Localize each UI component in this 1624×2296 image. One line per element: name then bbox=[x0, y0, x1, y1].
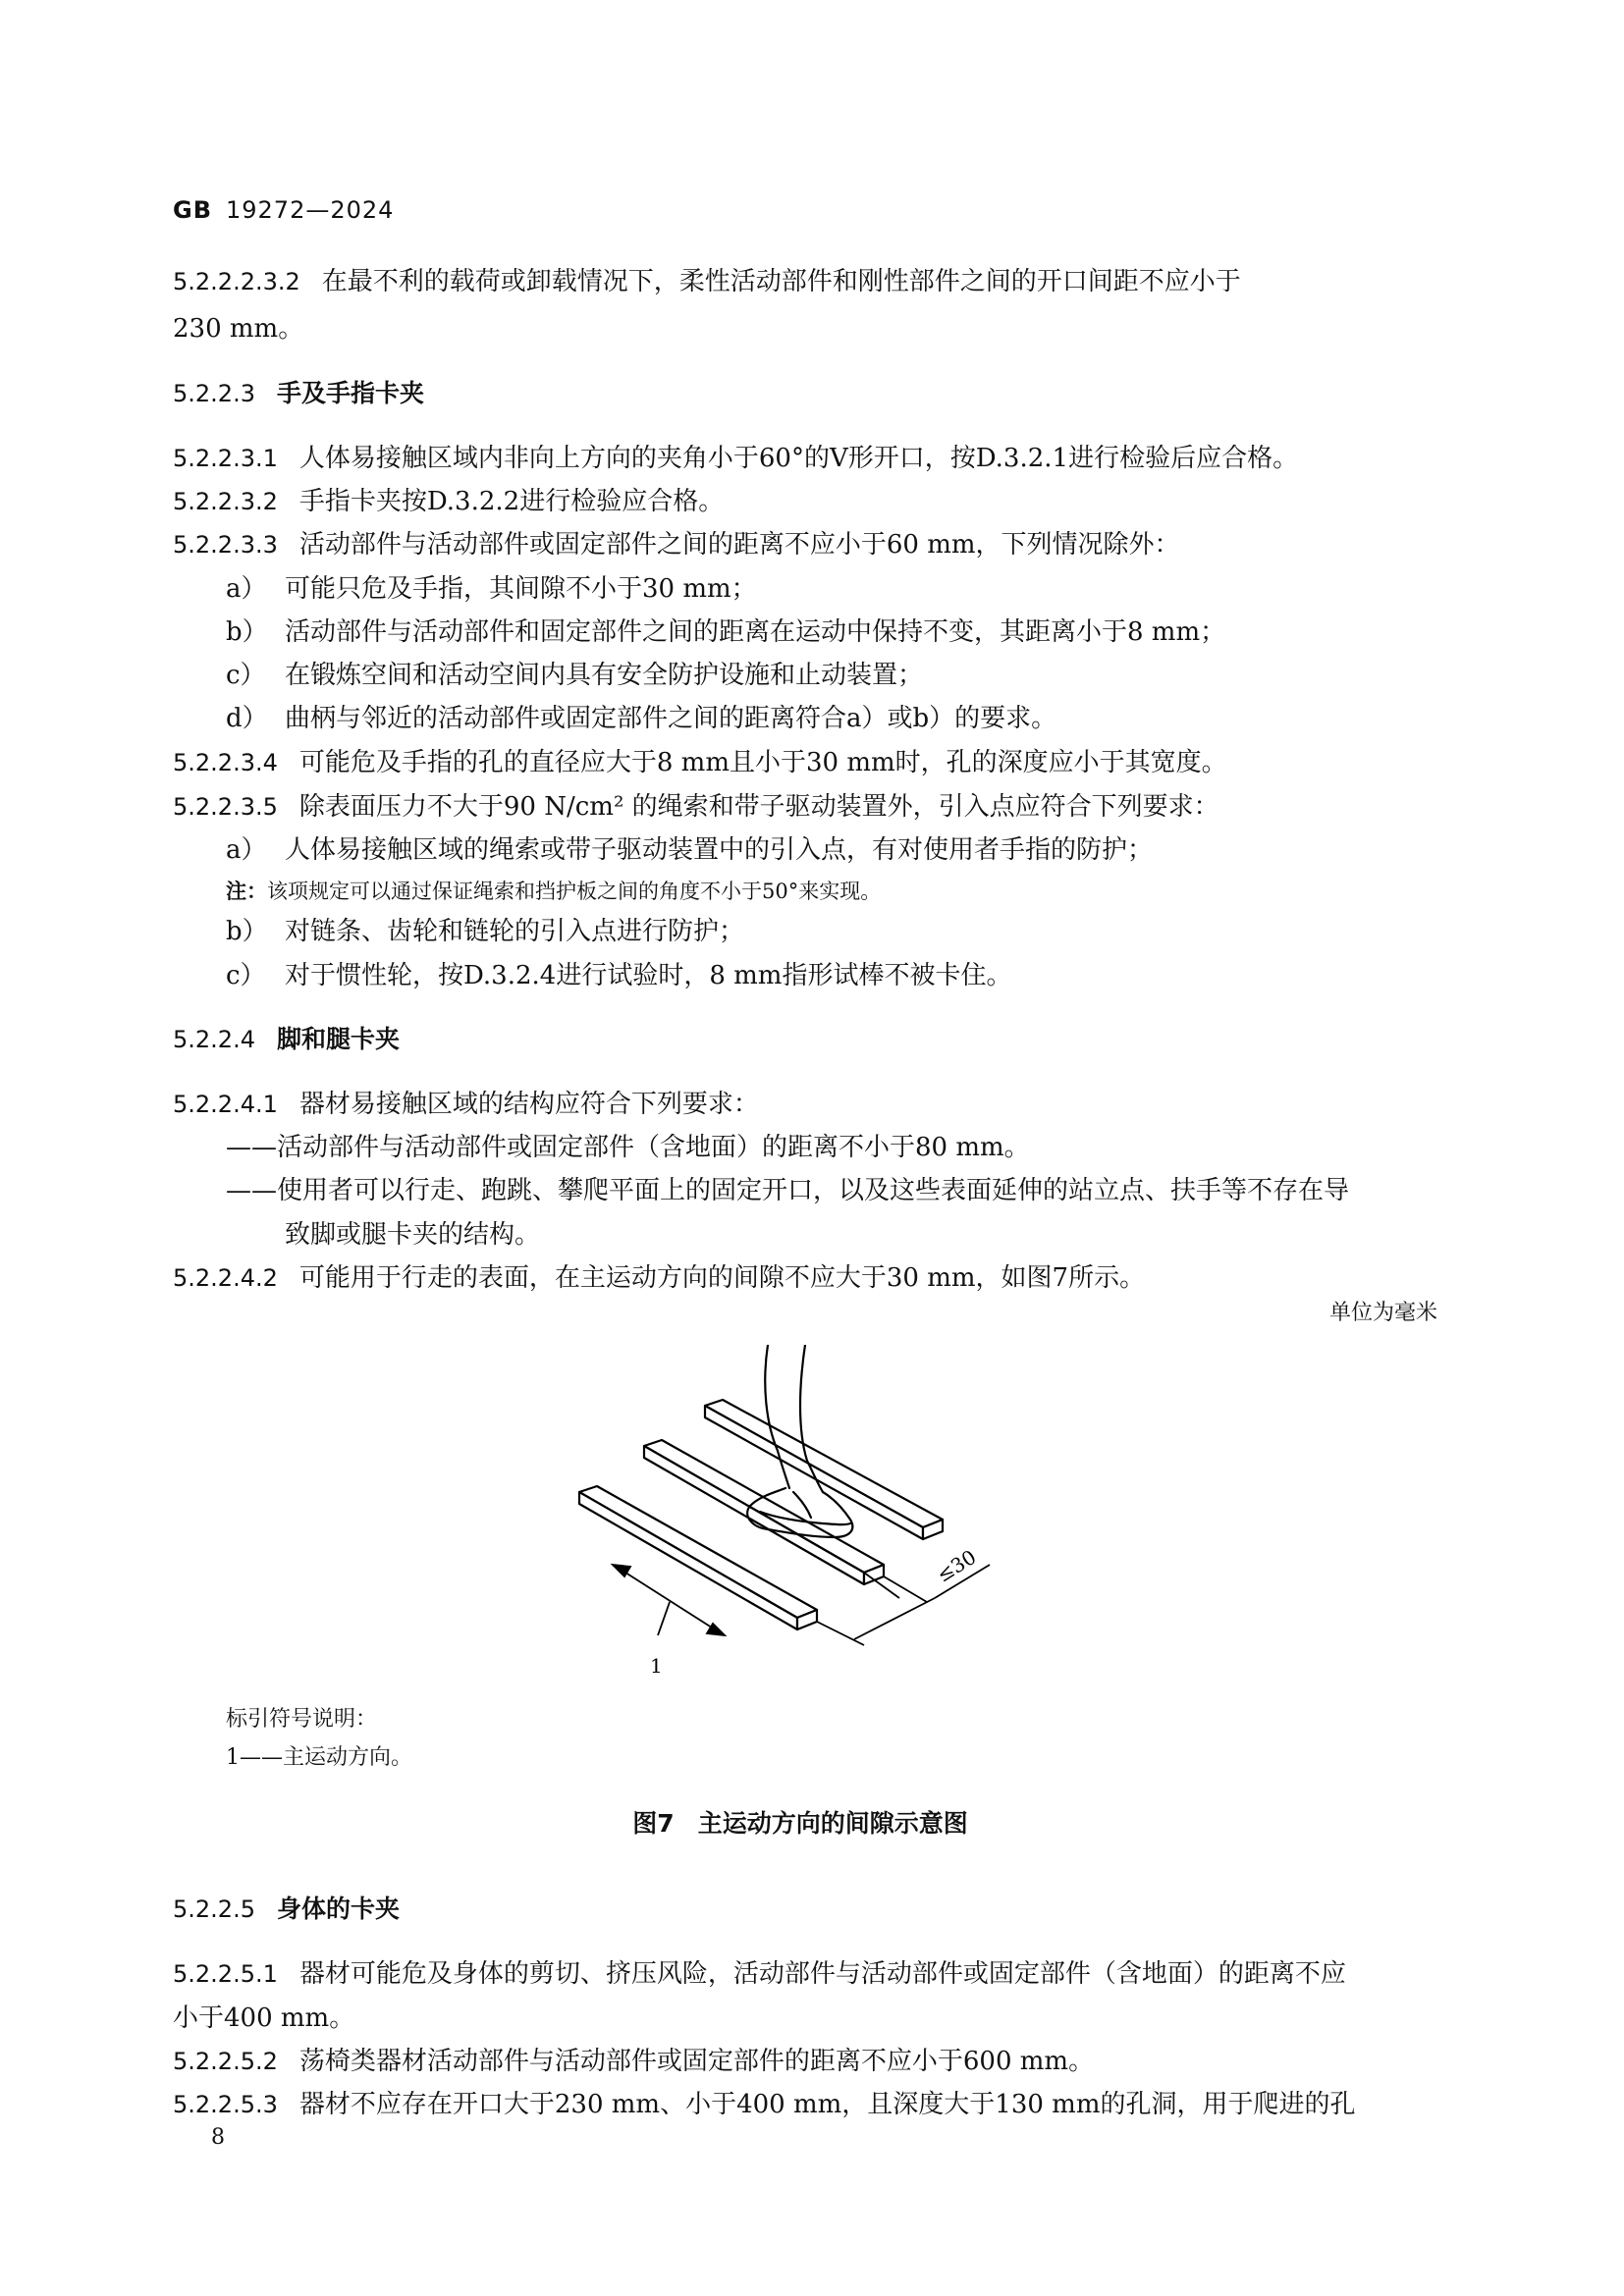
list-item: d） 曲柄与邻近的活动部件或固定部件之间的距离符合a）或b）的要求。 bbox=[226, 704, 1057, 733]
page-number: 8 bbox=[211, 2125, 225, 2150]
key-title: 标引符号说明： bbox=[226, 1707, 378, 1732]
clause-line: 5.2.2.3.1 人体易接触区域内非向上方向的夹角小于60°的V形开口，按D.3.2.1进行检验后应合格。 bbox=[173, 444, 1299, 473]
list-item: a） 可能只危及手指，其间隙不小于30 mm； bbox=[226, 574, 757, 604]
clause-line: 5.2.2.3.2 手指卡夹按D.3.2.2进行检验应合格。 bbox=[173, 487, 725, 516]
section-heading: 5.2.2.4 脚和腿卡夹 bbox=[173, 1025, 400, 1053]
figure-caption: 图7 主运动方向的间隙示意图 bbox=[632, 1809, 968, 1838]
unit-note: 单位为毫米 bbox=[1328, 1301, 1437, 1325]
clause-line: 5.2.2.4.1 器材易接触区域的结构应符合下列要求： bbox=[173, 1090, 759, 1119]
clause-line: 5.2.2.5.3 器材不应存在开口大于230 mm、小于400 mm，且深度大于130 mm的孔洞，用于爬进的孔 bbox=[173, 2090, 1356, 2119]
clause-line: 5.2.2.3.4 可能危及手指的孔的直径应大于8 mm且小于30 mm时，孔的深度应小于其宽度。 bbox=[173, 748, 1227, 777]
clause-line: 5.2.2.3.5 除表面压力不大于90 N/cm² 的绳索和带子驱动装置外，引入点应符合下列要求： bbox=[173, 792, 1219, 822]
section-heading: 5.2.2.5 身体的卡夹 bbox=[173, 1895, 400, 1923]
dash-item-cont: 致脚或腿卡夹的结构。 bbox=[285, 1220, 541, 1250]
standard-prefix: GB bbox=[173, 196, 212, 224]
clause-line: 230 mm。 bbox=[173, 314, 304, 344]
list-item: b） 活动部件与活动部件和固定部件之间的距离在运动中保持不变，其距离小于8 mm； bbox=[226, 617, 1226, 647]
list-item: c） 对于惯性轮，按D.3.2.4进行试验时，8 mm指形试棒不被卡住。 bbox=[226, 961, 1012, 990]
clause-line: 5.2.2.5.2 荡椅类器材活动部件与活动部件或固定部件的距离不应小于600 mm。 bbox=[173, 2047, 1095, 2076]
dimension-label: ≤30 bbox=[932, 1544, 981, 1587]
walking-slats bbox=[579, 1400, 943, 1629]
list-item: a） 人体易接触区域的绳索或带子驱动装置中的引入点，有对使用者手指的防护； bbox=[226, 835, 1154, 865]
clause-line: 5.2.2.4.2 可能用于行走的表面，在主运动方向的间隙不应大于30 mm，如图7所示。 bbox=[173, 1263, 1146, 1293]
dash-item: ——活动部件与活动部件或固定部件（含地面）的距离不小于80 mm。 bbox=[226, 1133, 1030, 1162]
gap-diagram bbox=[550, 1345, 1100, 1679]
key-item: 1——主运动方向。 bbox=[226, 1745, 412, 1770]
list-item: c） 在锻炼空间和活动空间内具有安全防护设施和止动装置； bbox=[226, 661, 924, 690]
clause-line: 小于400 mm。 bbox=[173, 2003, 355, 2033]
list-item: b） 对链条、齿轮和链轮的引入点进行防护； bbox=[226, 917, 745, 946]
standard-header bbox=[173, 196, 394, 224]
standard-code: 19272—2024 bbox=[226, 196, 395, 224]
clause-line: 5.2.2.5.1 器材可能危及身体的剪切、挤压风险，活动部件与活动部件或固定部件（含地面）的距离不应 bbox=[173, 1959, 1346, 1989]
clause-line: 5.2.2.3.3 活动部件与活动部件或固定部件之间的距离不应小于60 mm，下列情况除外： bbox=[173, 530, 1180, 560]
clause-line: 5.2.2.2.3.2 在最不利的载荷或卸载情况下，柔性活动部件和刚性部件之间的开口间距不应小于 bbox=[173, 267, 1241, 296]
gap-dimension bbox=[817, 1565, 990, 1645]
dash-item: ——使用者可以行走、跑跳、攀爬平面上的固定开口，以及这些表面延伸的站立点、扶手等不存在导 bbox=[226, 1176, 1350, 1205]
callout-number: 1 bbox=[650, 1654, 663, 1678]
section-heading: 5.2.2.3 手及手指卡夹 bbox=[173, 379, 424, 407]
note: 注：该项规定可以通过保证绳索和挡护板之间的角度不小于50°来实现。 bbox=[226, 880, 882, 903]
